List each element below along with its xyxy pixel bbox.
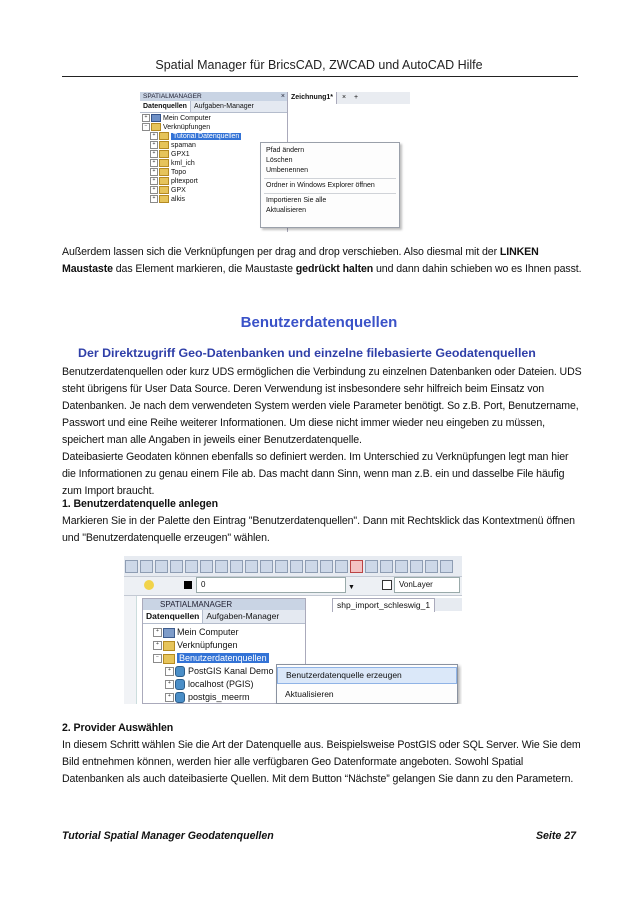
page-header-title: Spatial Manager für BricsCAD, ZWCAD und AutoCAD Hilfe xyxy=(155,58,483,72)
step-2-title: 2. Provider Auswählen xyxy=(62,722,174,734)
paragraph-uds: Benutzerdatenquellen oder kurz UDS ermöglichen die Verbindung zu einzelnen Datenbanken oder Dateien. UDS steht übrigens für User Data Source. Deren Verwendung ist insbesondere sehr hilfreich beim Einsatz von Datenbanken. Je nach dem verwendeten System werden viele Parameter benötigt. So z.B. Port, Benutzername, Passwort und eine Reihe weiterer Informationen. Um diese nicht immer wieder neu eingeben zu müssen, speichert man alle Angaben in jeweils einer Benutzerdatenquelle. Dateibasierte Geodaten können ebenfalls so definiert werden. Im Unterschied zu Verknüpfungen legt man hier die Informationen zu genau einem File ab. Das macht dann Sinn, wenn man z.B. ein und dasselbe File häufig zum Import braucht. xyxy=(62,366,582,497)
toolbar-button-icon[interactable] xyxy=(275,560,288,573)
toolbar-button-icon[interactable] xyxy=(125,560,138,573)
document-tab[interactable]: Zeichnung1* xyxy=(288,92,337,104)
menu-item-benutzerdatenquelle-erzeugen[interactable]: Benutzerdatenquelle erzeugen xyxy=(277,667,457,684)
step-2 xyxy=(62,720,582,788)
database-icon xyxy=(175,666,185,677)
chevron-down-icon[interactable]: ▼ xyxy=(348,584,355,591)
context-menu xyxy=(276,664,458,704)
database-icon xyxy=(175,692,185,703)
tree-item-gpx[interactable]: + GPX xyxy=(140,186,287,195)
color-swatch-icon xyxy=(184,581,192,589)
computer-icon xyxy=(151,114,161,122)
folder-icon xyxy=(159,177,169,185)
menu-item-pfad-aendern[interactable]: Pfad ändern xyxy=(266,147,305,154)
palette-title: SPATIALMANAGER × xyxy=(140,92,287,101)
toolbar xyxy=(124,556,462,577)
palette-title: SPATIALMANAGER xyxy=(143,599,305,610)
toolbar-button-icon[interactable] xyxy=(200,560,213,573)
redo-icon[interactable] xyxy=(380,560,393,573)
tree-item-mein-computer[interactable]: + Mein Computer xyxy=(143,626,305,639)
close-icon[interactable]: × xyxy=(341,94,347,101)
add-tab-icon[interactable]: + xyxy=(354,94,359,101)
document-tabbar xyxy=(332,598,462,611)
menu-item-aktualisieren[interactable]: Aktualisieren xyxy=(266,207,307,214)
layer-select[interactable]: 0 xyxy=(196,577,346,593)
folder-icon xyxy=(159,132,169,140)
database-icon xyxy=(175,679,185,690)
tree-item-postgis-meerm[interactable]: + postgis_meerm xyxy=(143,691,305,704)
tab-aufgaben-manager[interactable]: Aufgaben-Manager xyxy=(206,611,280,621)
folder-icon xyxy=(159,195,169,203)
delete-icon[interactable] xyxy=(350,560,363,573)
tree-item-pltexport[interactable]: + pltexport xyxy=(140,177,287,186)
document-tab[interactable]: shp_import_schleswig_1 xyxy=(332,598,435,612)
tab-aufgaben-manager[interactable]: Aufgaben-Manager xyxy=(193,103,254,110)
linetype-select[interactable]: VonLayer xyxy=(394,577,460,593)
tree-item-topo[interactable]: + Topo xyxy=(140,168,287,177)
folder-icon xyxy=(159,141,169,149)
tree-item-alkis[interactable]: + alkis xyxy=(140,195,287,204)
tab-datenquellen[interactable]: Datenquellen xyxy=(140,101,191,112)
toolbar-button-icon[interactable] xyxy=(440,560,453,573)
step-1-title: 1. Benutzerdatenquelle anlegen xyxy=(62,498,218,510)
toolbar-button-icon[interactable] xyxy=(410,560,423,573)
palette-tabs xyxy=(140,101,287,113)
tree-item-mein-computer[interactable]: + Mein Computer xyxy=(140,114,287,123)
toolbar-button-icon[interactable] xyxy=(290,560,303,573)
toolbar-button-icon[interactable] xyxy=(395,560,408,573)
layer-toolbar xyxy=(124,577,462,596)
context-menu xyxy=(260,142,400,228)
toolbar-button-icon[interactable] xyxy=(305,560,318,573)
toolbar-button-icon[interactable] xyxy=(140,560,153,573)
step-1 xyxy=(62,496,582,547)
menu-item-loeschen[interactable]: Löschen xyxy=(266,157,293,164)
palette-tabs xyxy=(143,610,305,624)
tree-item-verknuepfungen[interactable]: − Verknüpfungen xyxy=(140,123,287,132)
tab-datenquellen[interactable]: Datenquellen xyxy=(143,610,203,623)
toolbar-button-icon[interactable] xyxy=(215,560,228,573)
tree-item-tutorial-datenquellen[interactable]: + Tutorial Datenquellen xyxy=(140,132,287,141)
close-icon[interactable]: × xyxy=(280,93,285,100)
lightbulb-icon[interactable] xyxy=(144,580,154,590)
paragraph-drag-drop: Außerdem lassen sich die Verknüpfungen per drag and drop verschieben. Also diesmal mit der LINKEN Maustaste das Element markieren, die Maustaste gedrückt halten und dann dahin schieben wo es Ihnen passt. xyxy=(62,246,582,275)
step-2-text: In diesem Schritt wählen Sie die Art der Datenquelle aus. Beispielsweise PostGIS oder SQL Server. Wie Sie dem Bild entnehmen können, werden hier alle verfügbaren Geo Datenformate angeboten. Sowohl Spatial Datenbanken als auch dateibasierte Quellen. Mit dem Button “Nächste” gelangen Sie dann zu den Parametern. xyxy=(62,739,581,785)
folder-icon xyxy=(159,186,169,194)
footer-title: Tutorial Spatial Manager Geodatenquellen xyxy=(62,830,274,842)
folder-icon xyxy=(151,123,161,131)
toolbar-button-icon[interactable] xyxy=(335,560,348,573)
tree-item-gpx1[interactable]: + GPX1 xyxy=(140,150,287,159)
header-rule xyxy=(62,76,578,77)
sub-heading: Der Direktzugriff Geo-Datenbanken und einzelne filebasierte Geodatenquellen xyxy=(78,346,536,360)
folder-icon xyxy=(159,159,169,167)
toolbar-button-icon[interactable] xyxy=(425,560,438,573)
undo-icon[interactable] xyxy=(365,560,378,573)
tree-item-kml-ich[interactable]: + kml_ich xyxy=(140,159,287,168)
tree-item-spaman[interactable]: + spaman xyxy=(140,141,287,150)
tree-item-benutzerdatenquellen[interactable]: − Benutzerdatenquellen xyxy=(143,652,305,665)
toolbar-button-icon[interactable] xyxy=(185,560,198,573)
folder-icon xyxy=(163,641,175,651)
menu-item-ordner-oeffnen[interactable]: Ordner in Windows Explorer öffnen xyxy=(266,182,375,189)
toolbar-button-icon[interactable] xyxy=(260,560,273,573)
toolbar-button-icon[interactable] xyxy=(230,560,243,573)
toolbar-button-icon[interactable] xyxy=(320,560,333,573)
toolbar-button-icon[interactable] xyxy=(245,560,258,573)
folder-icon xyxy=(163,654,175,664)
toolbar-button-icon[interactable] xyxy=(170,560,183,573)
step-1-text: Markieren Sie in der Palette den Eintrag "Benutzerdatenquellen". Dann mit Rechtsklick das Kontextmenü öffnen und "Benutzerdatenquelle erzeugen" wählen. xyxy=(62,515,575,544)
screenshot-palette-context-menu xyxy=(140,92,410,232)
page-number: Seite 27 xyxy=(535,830,576,842)
menu-item-aktualisieren[interactable]: Aktualisieren xyxy=(285,689,334,699)
left-strip xyxy=(124,596,137,704)
checkbox-icon[interactable] xyxy=(382,580,392,590)
tree-item-verknuepfungen[interactable]: + Verknüpfungen xyxy=(143,639,305,652)
folder-icon xyxy=(159,168,169,176)
menu-item-umbenennen[interactable]: Umbenennen xyxy=(266,167,309,174)
tree-item-localhost-pgis[interactable]: + localhost (PGIS) xyxy=(143,678,305,691)
menu-item-importieren[interactable]: Importieren Sie alle xyxy=(266,197,327,204)
tree-item-postgis-kanal-demo[interactable]: + PostGIS Kanal Demo xyxy=(143,665,305,678)
folder-icon xyxy=(159,150,169,158)
toolbar-button-icon[interactable] xyxy=(155,560,168,573)
section-heading: Benutzerdatenquellen xyxy=(240,314,398,331)
computer-icon xyxy=(163,628,175,638)
screenshot-create-uds xyxy=(124,556,462,704)
document-tabbar xyxy=(288,92,410,104)
